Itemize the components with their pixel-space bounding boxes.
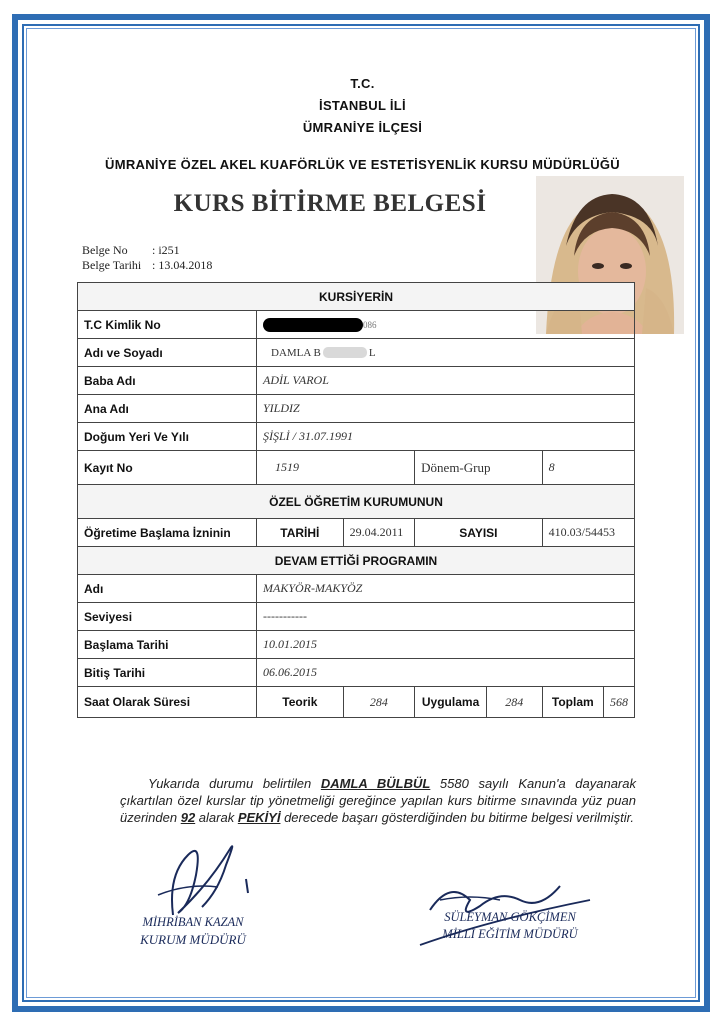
mother-value: YILDIZ [257, 395, 635, 423]
belge-tarihi-row [82, 258, 212, 273]
uygulama-label: Uygulama [415, 687, 487, 718]
father-value: ADİL VAROL [257, 367, 635, 395]
sayi-value: 410.03/54453 [542, 519, 634, 547]
name-last-part: L [368, 346, 376, 359]
right-signer-title: MİLLİ EĞİTİM MÜDÜRÜ [442, 927, 578, 941]
mother-label: Ana Adı [78, 395, 257, 423]
name-first-part: DAMLA B [271, 346, 321, 359]
tc-value [257, 311, 635, 339]
statement-part3: alarak [195, 810, 238, 825]
header-institution: ÜMRANİYE ÖZEL AKEL KUAFÖRLÜK VE ESTETİSYENLİK KURSU MÜDÜRLÜĞÜ [105, 157, 620, 172]
name-value [257, 339, 635, 367]
bitis-label: Bitiş Tarihi [78, 659, 257, 687]
name-blur [323, 347, 367, 358]
document-title: KURS BİTİRME BELGESİ [173, 190, 487, 217]
statement-part4: derecede başarı gösterdiğinden bu bitirme belgesi verilmiştir. [280, 810, 635, 825]
uygulama-value: 284 [487, 687, 543, 718]
section-kurum: ÖZEL ÖĞRETİM KURUMUNUN [78, 485, 635, 519]
redaction-mark [263, 318, 363, 332]
sure-label: Saat Olarak Süresi [78, 687, 257, 718]
left-signer-name: MİHRİBAN KAZAN [142, 915, 244, 929]
teorik-label: Teorik [257, 687, 344, 718]
left-signer-title: KURUM MÜDÜRÜ [140, 932, 246, 947]
seviye-value: ----------- [257, 603, 635, 631]
toplam-label: Toplam [542, 687, 603, 718]
program-adi-label: Adı [78, 575, 257, 603]
baslama-label: Başlama Tarihi [78, 631, 257, 659]
left-signature-icon [118, 835, 268, 925]
name-label: Adı ve Soyadı [78, 339, 257, 367]
section-kursiyerin: KURSİYERİN [78, 283, 635, 311]
father-label: Baba Adı [78, 367, 257, 395]
left-signature-block [118, 835, 268, 955]
birth-value: ŞİŞLİ / 31.07.1991 [257, 423, 635, 451]
sayi-label: SAYISI [415, 519, 542, 547]
donem-label: Dönem-Grup [415, 451, 542, 485]
belge-tarihi-value: : 13.04.2018 [152, 258, 213, 272]
teorik-value: 284 [343, 687, 415, 718]
statement-grade: PEKİYİ [237, 810, 281, 825]
birth-label: Doğum Yeri Ve Yılı [78, 423, 257, 451]
statement-student-name: DAMLA BÜLBÜL [320, 776, 431, 791]
kayit-label: Kayıt No [78, 451, 257, 485]
izin-label: Öğretime Başlama İzninin [78, 519, 257, 547]
program-adi-value: MAKYÖR-MAKYÖZ [257, 575, 635, 603]
toplam-value: 568 [604, 687, 635, 718]
statement-score: 92 [180, 810, 196, 825]
belge-no-row [82, 243, 180, 258]
statement-paragraph [120, 775, 636, 826]
bitis-value: 06.06.2015 [257, 659, 635, 687]
right-signature-block [410, 870, 610, 970]
baslama-value: 10.01.2015 [257, 631, 635, 659]
header-country: T.C. [350, 76, 375, 91]
header-district: ÜMRANİYE İLÇESİ [302, 120, 423, 135]
right-signer-name: SÜLEYMAN GÖKÇİMEN [444, 910, 576, 924]
belge-no-label: Belge No [82, 243, 128, 257]
belge-tarihi-label: Belge Tarihi [82, 258, 142, 272]
tc-visible-digits: 086 [363, 319, 377, 330]
belge-no-value: : i251 [152, 243, 180, 257]
tarih-value: 29.04.2011 [343, 519, 415, 547]
seviye-label: Seviyesi [78, 603, 257, 631]
header-province: İSTANBUL İLİ [319, 98, 406, 113]
tarih-label: TARİHİ [257, 519, 344, 547]
tc-label: T.C Kimlik No [78, 311, 257, 339]
certificate-table [77, 282, 635, 718]
section-program: DEVAM ETTİĞİ PROGRAMIN [78, 547, 635, 575]
statement-part2: 5580 sayılı Kanun'a dayanarak çıkartılan özel kurslar tip yönetmeliği gereğince yapılan kurs bitirme sınavında yüz puan üzerinden [120, 776, 636, 825]
kayit-value: 1519 [257, 451, 415, 485]
statement-part1: Yukarıda durumu belirtilen [148, 776, 321, 791]
donem-value: 8 [542, 451, 634, 485]
